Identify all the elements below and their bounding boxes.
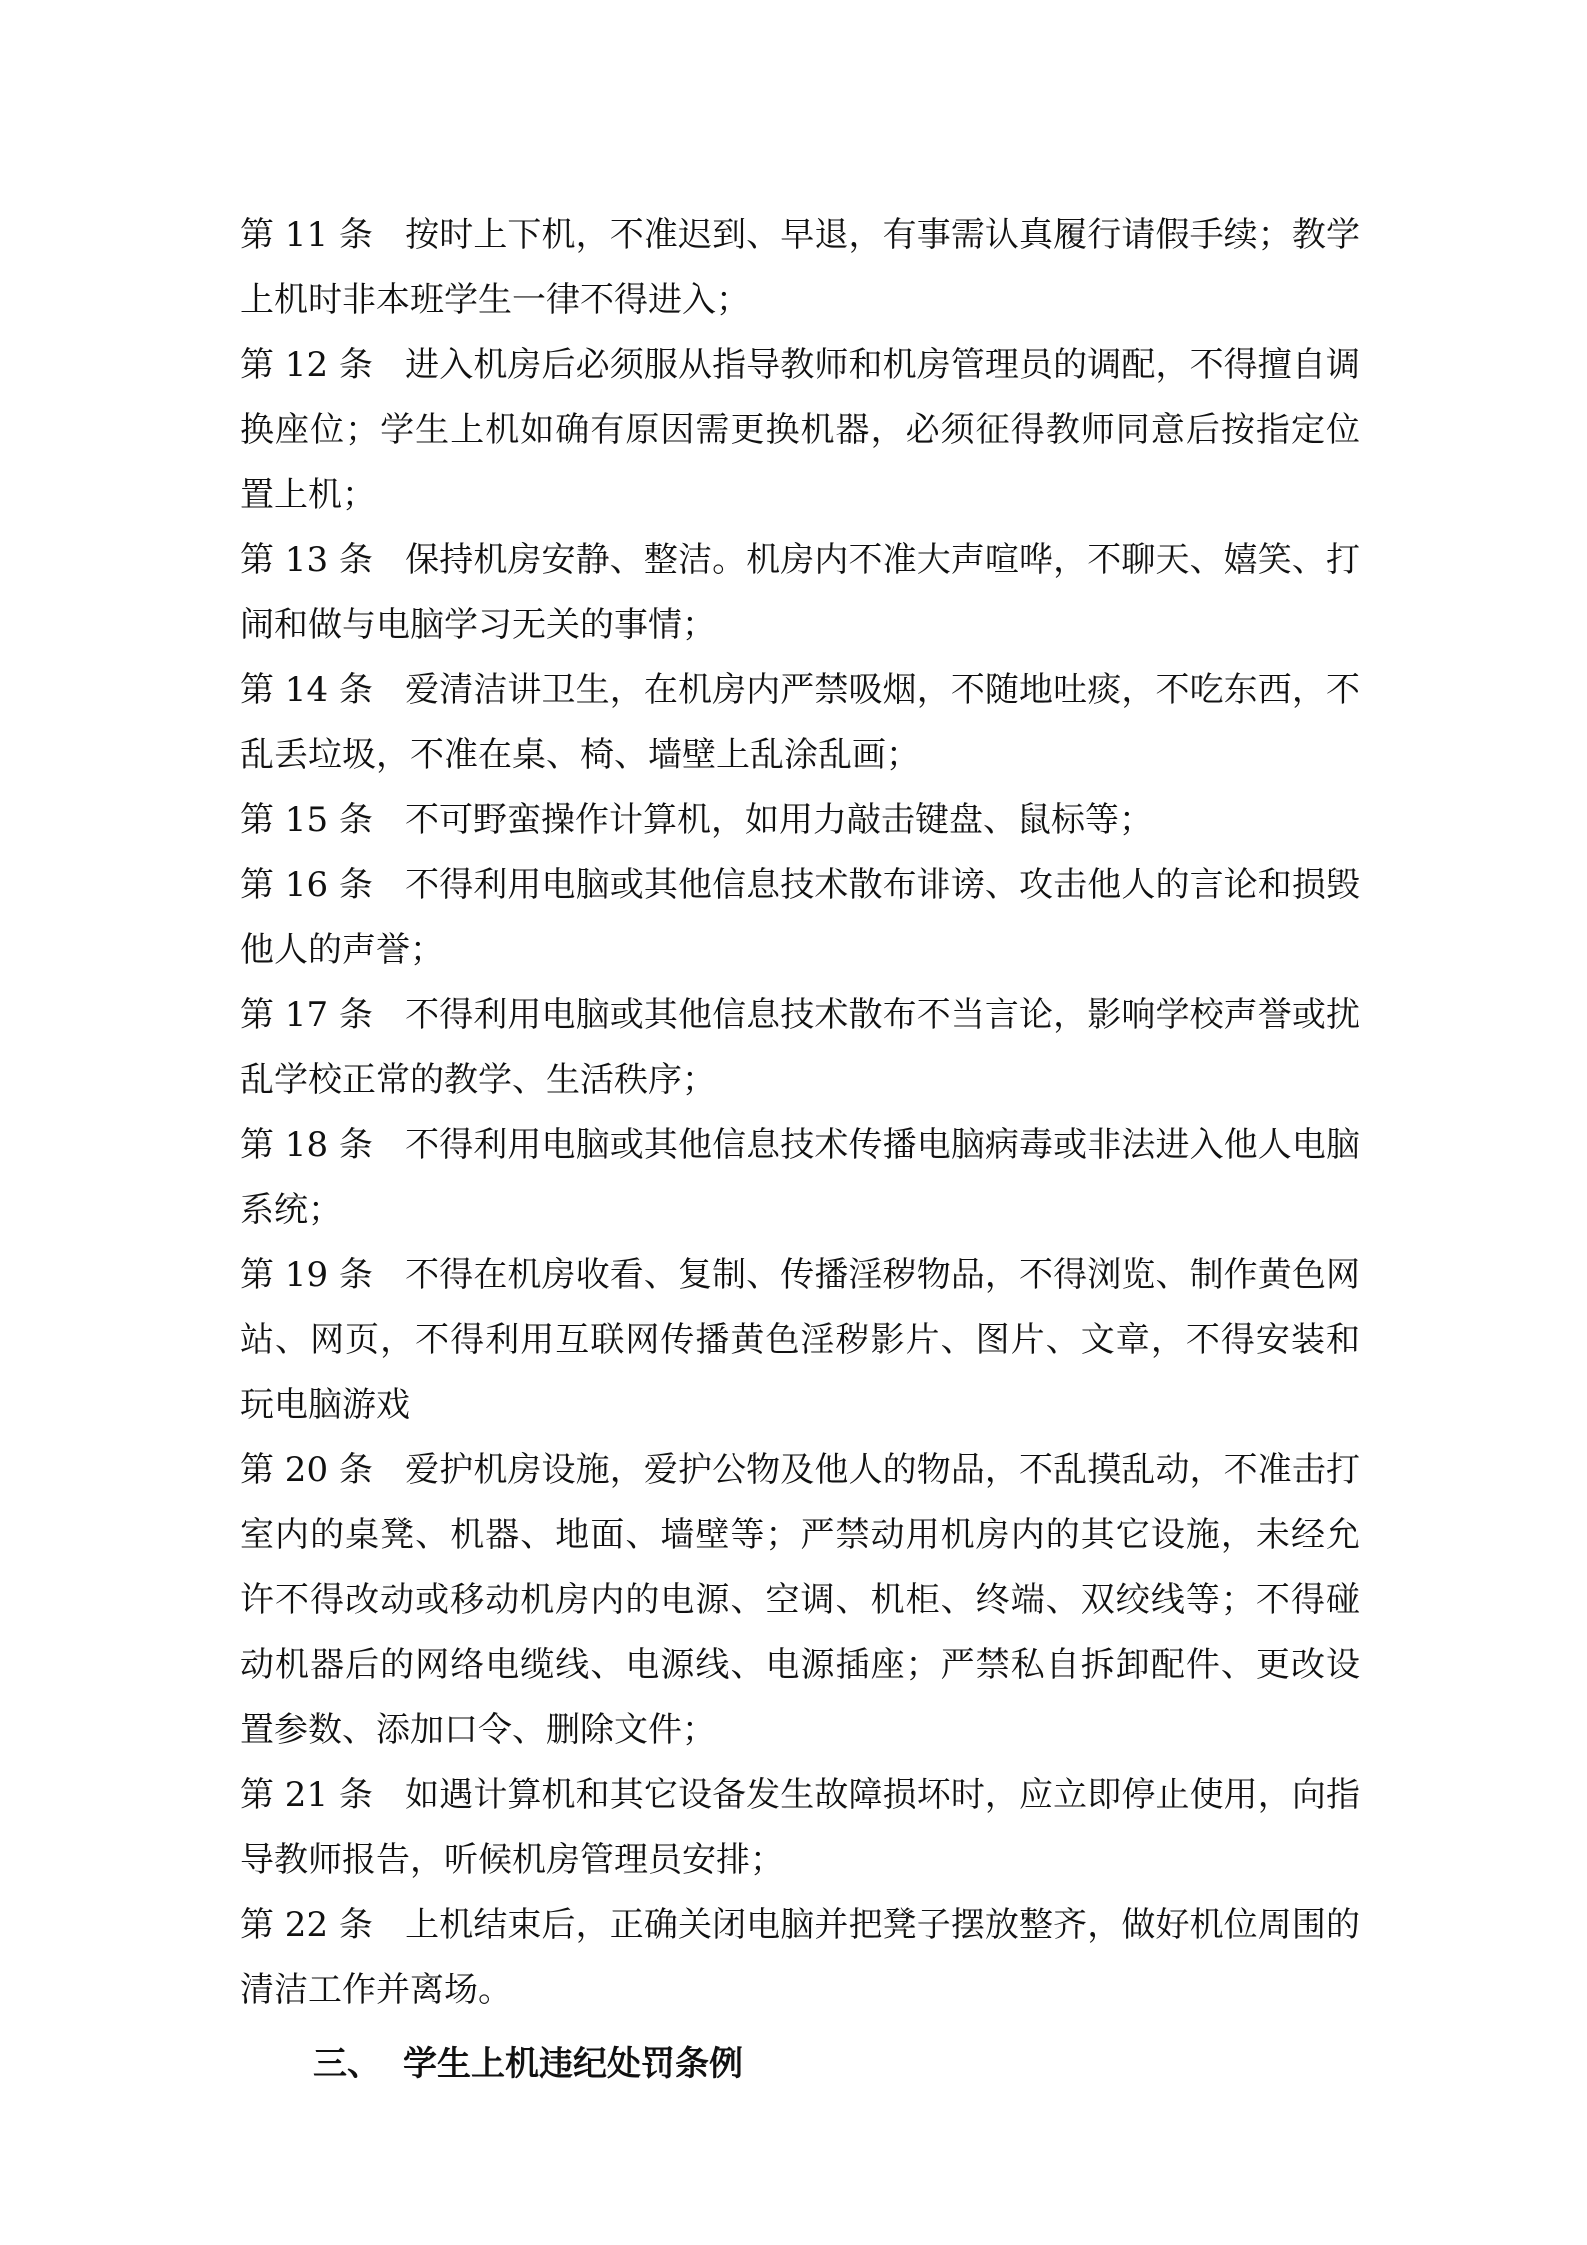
article-text: 爱护机房设施，爱护公物及他人的物品，不乱摸乱动，不准击打室内的桌凳、机器、地面、墙壁等；严禁动用机房内的其它设施，未经允许不得改动或移动机房内的电源、空调、机柜、终端、双绞线等；不得碰动机器后的网络电缆线、电源线、电源插座；严禁私自拆卸配件、更改设置参数、添加口令、删除文件； bbox=[240, 1450, 1360, 1750]
article-text: 爱清洁讲卫生，在机房内严禁吸烟，不随地吐痰，不吃东西，不乱丢垃圾，不准在桌、椅、墙壁上乱涂乱画； bbox=[240, 670, 1360, 775]
article-number: 第 19 条 bbox=[240, 1255, 373, 1295]
article-number: 第 15 条 bbox=[240, 800, 373, 840]
article-text: 不得利用电脑或其他信息技术散布不当言论，影响学校声誉或扰乱学校正常的教学、生活秩序； bbox=[240, 995, 1360, 1100]
article-text: 如遇计算机和其它设备发生故障损坏时，应立即停止使用，向指导教师报告，听候机房管理员安排； bbox=[240, 1775, 1360, 1880]
section-heading bbox=[240, 2033, 1360, 2095]
article-number: 第 11 条 bbox=[240, 215, 373, 255]
article-text: 不可野蛮操作计算机，如用力敲击键盘、鼠标等； bbox=[405, 800, 1153, 840]
document-body bbox=[240, 203, 1360, 2095]
article-number: 第 22 条 bbox=[240, 1905, 373, 1945]
article-16 bbox=[240, 853, 1360, 983]
article-number: 第 12 条 bbox=[240, 345, 373, 385]
article-13 bbox=[240, 528, 1360, 658]
article-text: 不得利用电脑或其他信息技术散布诽谤、攻击他人的言论和损毁他人的声誉； bbox=[240, 865, 1360, 970]
article-14 bbox=[240, 658, 1360, 788]
article-number: 第 20 条 bbox=[240, 1450, 373, 1490]
article-19 bbox=[240, 1243, 1360, 1438]
article-text: 不得利用电脑或其他信息技术传播电脑病毒或非法进入他人电脑系统； bbox=[240, 1125, 1360, 1230]
article-22 bbox=[240, 1893, 1360, 2023]
article-text: 不得在机房收看、复制、传播淫秽物品，不得浏览、制作黄色网站、网页，不得利用互联网传播黄色淫秽影片、图片、文章，不得安装和玩电脑游戏 bbox=[240, 1255, 1360, 1425]
article-number: 第 13 条 bbox=[240, 540, 373, 580]
article-text: 进入机房后必须服从指导教师和机房管理员的调配，不得擅自调换座位；学生上机如确有原因需更换机器，必须征得教师同意后按指定位置上机； bbox=[240, 345, 1360, 515]
section-title: 学生上机违纪处罚条例 bbox=[403, 2044, 743, 2084]
article-text: 按时上下机，不准迟到、早退，有事需认真履行请假手续；教学上机时非本班学生一律不得进入； bbox=[240, 215, 1360, 320]
article-20 bbox=[240, 1438, 1360, 1763]
article-number: 第 18 条 bbox=[240, 1125, 373, 1165]
section-number: 三、 bbox=[313, 2044, 381, 2084]
article-15 bbox=[240, 788, 1360, 853]
article-21 bbox=[240, 1763, 1360, 1893]
article-number: 第 17 条 bbox=[240, 995, 373, 1035]
article-12 bbox=[240, 333, 1360, 528]
article-18 bbox=[240, 1113, 1360, 1243]
article-17 bbox=[240, 983, 1360, 1113]
article-number: 第 21 条 bbox=[240, 1775, 373, 1815]
article-text: 保持机房安静、整洁。机房内不准大声喧哗，不聊天、嬉笑、打闹和做与电脑学习无关的事情； bbox=[240, 540, 1360, 645]
article-number: 第 16 条 bbox=[240, 865, 373, 905]
article-text: 上机结束后，正确关闭电脑并把凳子摆放整齐，做好机位周围的清洁工作并离场。 bbox=[240, 1905, 1360, 2010]
article-number: 第 14 条 bbox=[240, 670, 373, 710]
article-11 bbox=[240, 203, 1360, 333]
